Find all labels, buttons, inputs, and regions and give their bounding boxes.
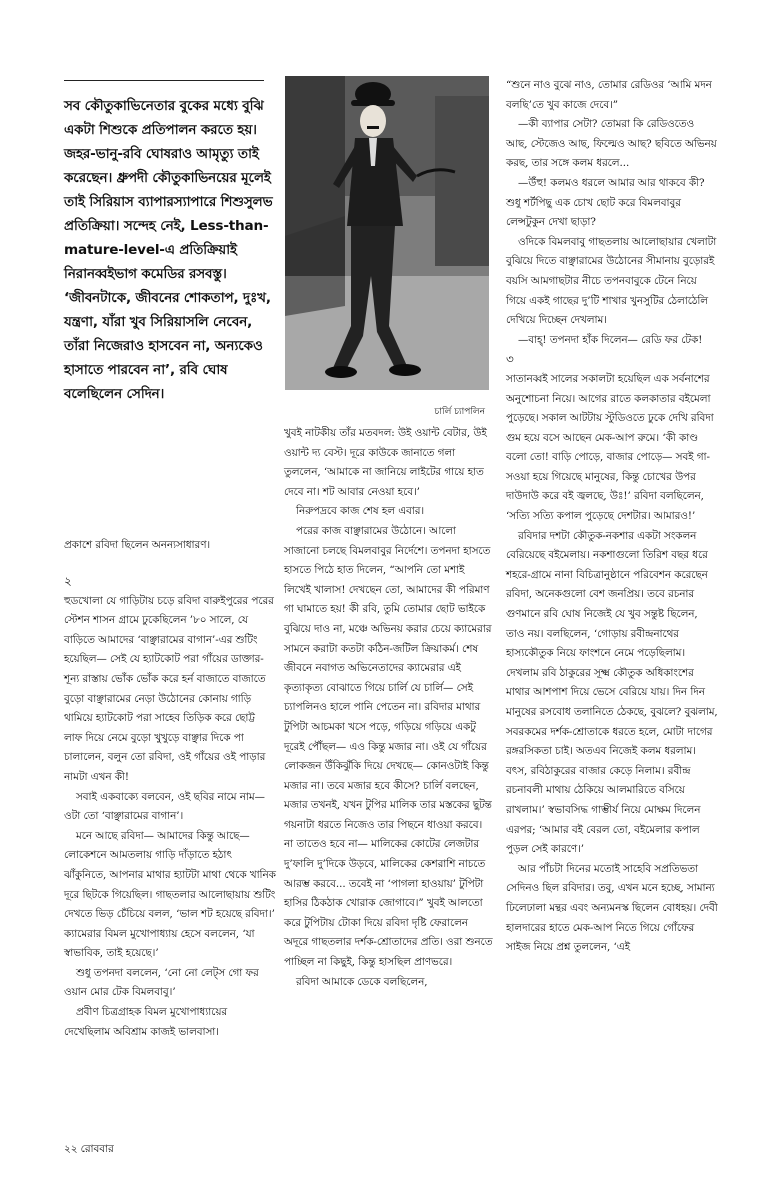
paragraph: রবিদা আমাকে ডেকে বলছিলেন, bbox=[296, 975, 428, 988]
paragraph: —বাহ্! তপনদা হাঁক দিলেন— রেডি ফর টেক! bbox=[518, 333, 703, 346]
paragraph: পরের কাজ বাঞ্ছারামের উঠোনে। আলো সাজানো চলছে বিমলবাবুর নির্দেশে। তপনদা হাসতে হাসতে পিঠে হাত দিলেন, “আপনি তো মশাই লিখেই খালাস! দেখছেন তো, আমাদের কী পরিমাণ গা ঘামাতে হয়! কী রবি, তুমি তোমার ছোট ভাইকে বুঝিয়ে দাও না, মঞ্চে অভিনয় করার চেয়ে ক্যামেরার সামনে করাটা কতটা কঠিন-জটিল ক্রিয়াকর্ম। শেষ জীবনে নবাগত অভিনেতাদের ক্যামেরার এই কৃত্যাকৃত্য বোঝাতে গিয়ে চার্লি যে চার্লি— সেই চ্যাপলিনও হালে পানি পেতেন না। রবিদার মাথার টুপিটা আচমকা খসে পড়ে, গড়িয়ে গড়িয়ে একটু দূরেই পৌঁছল— এও কিন্তু মজার না। ওই যে গাঁয়ের লোকজন উঁকিঝুঁকি দিয়ে দেখছে— কোনওটাই কিন্তু মজার না। তবে মজার হবে কীসে? চার্লি বলছেন, মজার তখনই, যখন টুপির মালিক তার মস্তকের ছুটন্ত গয়নাটা ধরতে নিজেও তার পিছনে ধাওয়া করবে। না তাতেও হবে না— মালিকের কোটের লেজটার দু’ফালি দু’দিকে উড়বে, মালিকের কেশরাশি নাচতে আরম্ভ করবে... তবেই না ‘পাগলা হাওয়ায়’ টুপিটা হাসির ঠিকঠাক খোরাক জোগাবে।” খুবই আলতো করে টুপিটায় টোকা দিয়ে রবিদা দৃষ্টি ফেরালেন অদূরে গাছতলার দর্শক-শ্রোতাদের প্রতি। ওরা শুনতে পাচ্ছিল না কিছুই, কিন্তু হাসছিল প্রাণভরে। bbox=[284, 524, 493, 969]
paragraph: রবিদার দশটা কৌতুক-নকশার একটা সংকলন বেরিয়েছে বইমেলায়। নকশাগুলো তিরিশ বছর ধরে শহরে-গ্রামে নানা বিচিত্রানুষ্ঠানে পরিবেশন করেছেন রবিদা, অনেকগুলো বেশ জনপ্রিয়। তবে রচনার গুণমানে রবি ঘোষ নিজেই যে খুব সন্তুষ্ট ছিলেন, তাও নয়। বলছিলেন, ‘গোড়ায় রবীন্দ্রনাথের হাস্যকৌতুক নিয়ে ফাংশনে নেমে পড়েছিলাম। দেখলাম রবি ঠাকুরের সূক্ষ্ম কৌতুক অধিকাংশের মাথার আশপাশ দিয়ে ভেসে বেরিয়ে যায়। দিন দিন মানুষের রসবোধ তলানিতে ঠেকছে, বুঝলে? বুঝলাম, সবরকমের দর্শক-শ্রোতাকে ধরতে হলে, মোটা দাগের রঙ্গরসিকতা চাই। অতএব নিজেই কলম ধরলাম। বৎস, রবিঠাকুরের বাজার কেড়ে নিলাম। রবীন্দ্র রচনাবলী মাথায় ঠেকিয়ে আলমারিতে বসিয়ে রাখলাম।’ স্বভাবসিদ্ধ গাম্ভীর্য নিয়ে মোক্ষম দিলেন এরপর; ‘আমার বই বেরল তো, বইমেলার কপাল পুড়ল সেই কারণে।’ bbox=[506, 529, 718, 856]
column-2 bbox=[284, 424, 494, 992]
paragraph: প্রবীণ চিত্রগ্রাহক বিমল মুখোপাধ্যায়ের দেখেছিলাম অবিশ্রাম কাজই ভালবাসা। bbox=[64, 1006, 228, 1038]
paragraph: মনে আছে রবিদা— আমাদের কিন্তু আছে— লোকেশনে আমতলায় গাড়ি দাঁড়াতে হঠাৎ ঝাঁকুনিতে, আপনার মাথার হ্যাটটা মাথা থেকে খানিক দূরে ছিটকে গিয়েছিল। গাছতলার আলোছায়ায় শুটিং দেখতে ভিড় চেঁচিয়ে বলল, ‘ভাল শট হয়েছে রবিদা।’ ক্যামেরার বিমল মুখোপাধ্যায় হেসে বললেন, ‘যা স্বাভাবিক, তাই হয়েছে।’ bbox=[64, 829, 276, 960]
page-folio: ২২ রোববার bbox=[64, 1143, 114, 1155]
top-rule bbox=[64, 80, 264, 81]
col1-intro bbox=[64, 536, 276, 556]
chaplin-illustration bbox=[285, 76, 489, 390]
pull-quote: সব কৌতুকাভিনেতার বুকের মধ্যে বুঝি একটা শিশুকে প্রতিপালন করতে হয়। জহর-ভানু-রবি ঘোষরাও আমৃত্যু তাই করেছেন। ধ্রুপদী কৌতুকাভিনয়ের মূলেই তাই সিরিয়াস ব্যাপারস্যাপারে শিশুসুলভ প্রতিক্রিয়া। সন্দেহ নেই, Less-than-mature-level-এ প্রতিক্রিয়াই নিরানব্বইভাগ কমেডির রসবস্তু। ‘জীবনটাকে, জীবনের শোকতাপ, দুঃখ, যন্ত্রণা, যাঁরা খুব সিরিয়াসলি নেবেন, তাঁরা নিজেরাও হাসবেন না, অন্যকেও হাসাতে পারবেন না’, রবি ঘোষ বলেছিলেন সেদিন। bbox=[64, 98, 273, 402]
chaplin-photo bbox=[285, 76, 489, 390]
paragraph: “শুনে নাও বুঝে নাও, তোমার রেডিওর ‘আমি মদন বলছি’তে খুব কাজে দেবে।” bbox=[506, 79, 712, 111]
paragraph: সাতানব্বই সালের সকালটা হয়েছিল এক সর্বনাশের অনুশোচনা নিয়ে। আগের রাতে কলকাতার বইমেলা পুড়েছে। সকাল আটটায় স্টুডিওতে ঢুকে দেখি রবিদা গুম হয়ে বসে আছেন মেক-আপ রুমে। ‘কী কাণ্ড বলো তো! বাড়ি পোড়ে, বাজার পোড়ে— সবই গা-সওয়া হয়ে গিয়েছে মানুষের, কিন্তু চোখের উপর দাউদাউ করে বই জ্বলছে, উঃ!’ রবিদা বলছিলেন, ‘সত্যি সত্যি কপাল পুড়েছে দেশটার। আমারও!’ bbox=[506, 372, 714, 523]
paragraph: ওদিকে বিমলবাবু গাছতলায় আলোছায়ার খেলাটা বুঝিয়ে দিতে বাঞ্ছারামের উঠোনের সীমানায় বুড়োরই বয়সি আমগাছটার নীচে তপনবাবুকে টেনে নিয়ে গিয়ে একই গাছের দু’টি শাখার খুনসুটির ঠেলাঠেলি দেখিয়ে দিচ্ছেন দেখলাম। bbox=[506, 235, 717, 327]
paragraph: সবাই একবাক্যে বলবেন, ওই ছবির নামে নাম— ওটা তো ‘বাঞ্ছারামের বাগান’। bbox=[64, 790, 265, 823]
column-1 bbox=[64, 572, 276, 1042]
section-number-3: ৩ bbox=[506, 352, 514, 367]
paragraph: আর পাঁচটা দিনের মতোই সাহেবি সপ্রতিভতা সেদিনও ছিল রবিদার। তবু, এখন মনে হচ্ছে, সামান্য ঢিলেঢালা মন্থর এবং অন্যমনস্ক ছিলেন বোধহয়। দেবী হালদারের হাতে মেক-আপ নিতে গিয়ে গোঁফের সাইজ নিয়ে প্রশ্ন তুললেন, ‘এই bbox=[506, 862, 718, 954]
section-number-2: ২ bbox=[64, 574, 72, 588]
paragraph: নিরুপদ্রবে কাজ শেষ হল এবার। bbox=[296, 505, 425, 518]
paragraph: শুধু তপনদা বললেন, ‘নো নো লেট্স গো ফর ওয়ান মোর টেক বিমলবাবু।’ bbox=[64, 966, 259, 999]
intro-line: প্রকাশে রবিদা ছিলেন অনন্যসাধারণ। bbox=[64, 539, 211, 551]
photo-caption: চার্লি চ্যাপলিন bbox=[434, 407, 485, 417]
paragraph: —উঁহু! কলমও ধরলে আমার আর থাকবে কী? শুধু শর্টপিছু এক চোখ ছোট করে বিমলবাবুর লেন্সটুকুন দেখা ছাড়া? bbox=[506, 176, 705, 229]
paragraph: খুবই নাটকীয় তাঁর মতবদল: উই ওয়ান্ট বেটার, উই ওয়ান্ট দ্য বেস্ট। দূরে কাউকে জানাতে গলা তুললেন, ‘আমাকে না জানিয়ে লাইটের গায়ে হাত দেবে না। শট আবার নেওয়া হবে।’ bbox=[284, 427, 487, 498]
paragraph: হুডখোলা যে গাড়িটায় চড়ে রবিদা বারুইপুরের পরের স্টেশন শাসন গ্রামে ঢুকেছিলেন ’৮০ সালে, যে বাড়িতে আমাদের ‘বাঞ্ছারামের বাগান’-এর শুটিং হয়েছিল— সেই যে হ্যাটকোট পরা গাঁয়ের ডাক্তার-শূন্য রাস্তায় ভোঁক ভোঁক করে হর্ন বাজাতে বাজাতে বুড়ো বাঞ্ছারামের নেড়া উঠোনের কোনায় গাড়ি থামিয়ে হ্যাটকোট পরা সাহেব তিড়িক করে ছোট্ট লাফ দিয়ে নেমে বুড়ো খুখুড়ে বাঞ্ছার দিকে পা চালালেন, বলুন তো রবিদা, ওই গাঁয়ের ওই পাড়ার নামটা এখন কী! bbox=[64, 594, 274, 783]
column-3 bbox=[506, 76, 718, 958]
paragraph: —কী ব্যাপার সেটা? তোমরা কি রেডিওতেও আছ, স্টেজেও আছ, ফিল্মেও আছ? ছবিতে অভিনয় করছ, তার সঙ্গে কলম ধরলে... bbox=[506, 118, 717, 170]
